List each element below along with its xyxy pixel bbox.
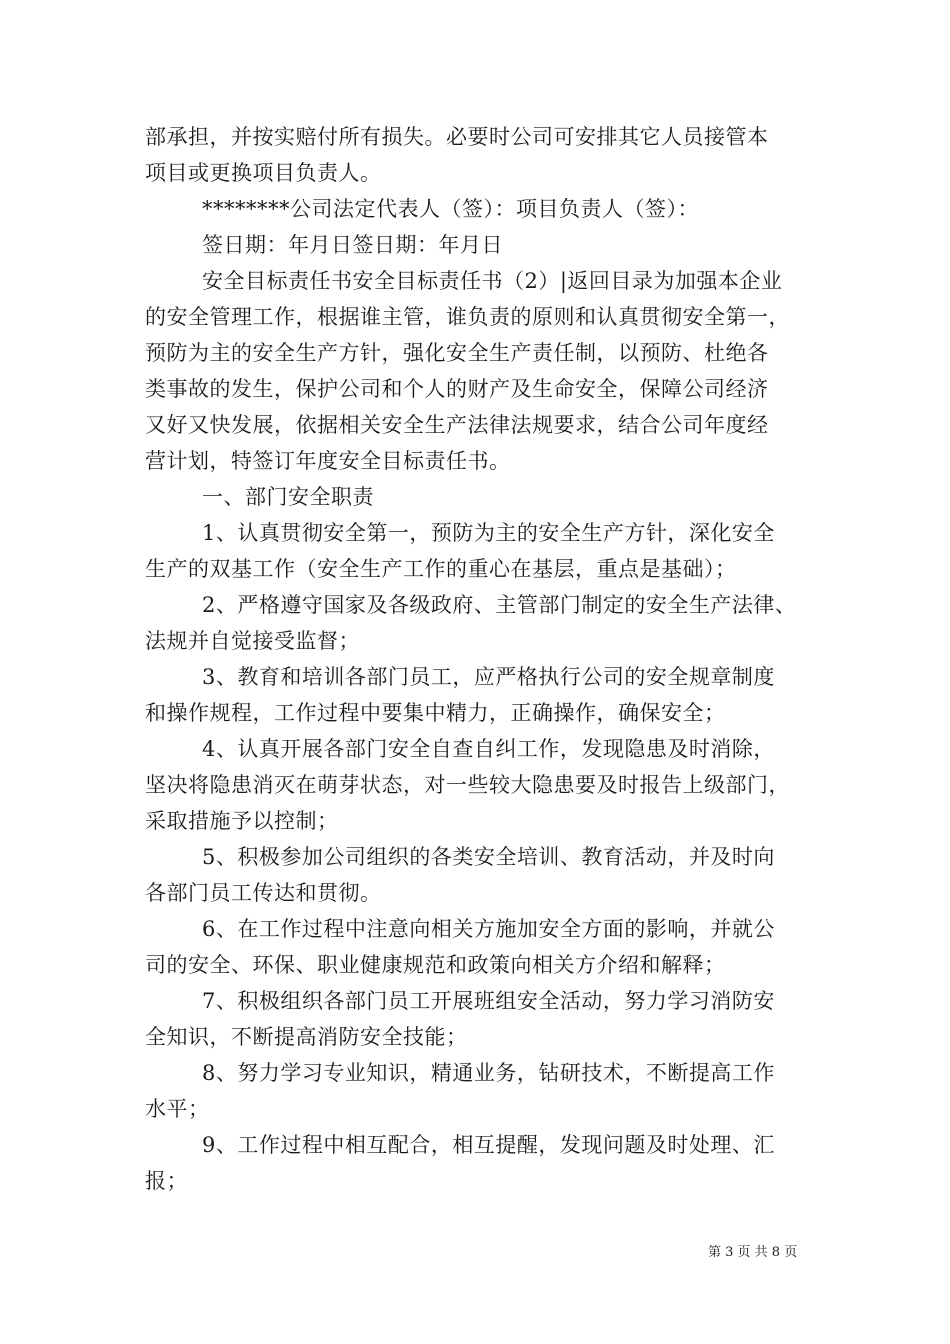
list-item: 3、教育和培训各部门员工，应严格执行公司的安全规章制度: [202, 665, 775, 689]
text-line: 预防为主的安全生产方针，强化安全生产责任制，以预防、杜绝各: [145, 341, 769, 365]
date-line: 签日期：年月日签日期：年月日: [202, 233, 503, 257]
text-line: 类事故的发生，保护公司和个人的财产及生命安全，保障公司经济: [145, 377, 769, 401]
list-item: 5、积极参加公司组织的各类安全培训、教育活动，并及时向: [202, 845, 775, 869]
text-line: 生产的双基工作（安全生产工作的重心在基层，重点是基础）；: [145, 557, 737, 581]
list-item: 8、努力学习专业知识，精通业务，钻研技术，不断提高工作: [202, 1061, 775, 1085]
text-line: 的安全管理工作，根据谁主管，谁负责的原则和认真贯彻安全第一，: [145, 305, 790, 329]
list-item: 7、积极组织各部门员工开展班组安全活动，努力学习消防安: [202, 989, 775, 1013]
list-item: 6、在工作过程中注意向相关方施加安全方面的影响，并就公: [202, 917, 775, 941]
document-body: [145, 119, 825, 1199]
text-line: 安全目标责任书安全目标责任书（2）|返回目录为加强本企业: [202, 269, 783, 293]
text-line: 报；: [145, 1169, 188, 1193]
text-line: 法规并自觉接受监督；: [145, 629, 360, 653]
text-line: 全知识，不断提高消防安全技能；: [145, 1025, 468, 1049]
text-line: 和操作规程，工作过程中要集中精力，正确操作，确保安全；: [145, 701, 726, 725]
text-line: 采取措施予以控制；: [145, 809, 339, 833]
text-line: 项目或更换项目负责人。: [145, 161, 382, 185]
text-line: 水平；: [145, 1097, 210, 1121]
list-item: 9、工作过程中相互配合，相互提醒，发现问题及时处理、汇: [202, 1133, 775, 1157]
signature-line: ********公司法定代表人（签）：项目负责人（签）：: [202, 197, 699, 221]
text-line: 坚决将隐患消灭在萌芽状态，对一些较大隐患要及时报告上级部门，: [145, 773, 790, 797]
text-line: 部承担，并按实赔付所有损失。必要时公司可安排其它人员接管本: [145, 125, 769, 149]
text-line: 司的安全、环保、职业健康规范和政策向相关方介绍和解释；: [145, 953, 726, 977]
list-item: 2、严格遵守国家及各级政府、主管部门制定的安全生产法律、: [202, 593, 797, 617]
page-number: 第 3 页 共 8 页: [708, 1245, 798, 1260]
text-line: 各部门员工传达和贯彻。: [145, 881, 382, 905]
section-heading: 一、部门安全职责: [202, 485, 374, 509]
text-line: 营计划，特签订年度安全目标责任书。: [145, 449, 511, 473]
list-item: 4、认真开展各部门安全自查自纠工作，发现隐患及时消除，: [202, 737, 775, 761]
text-line: 又好又快发展，依据相关安全生产法律法规要求，结合公司年度经: [145, 413, 769, 437]
list-item: 1、认真贯彻安全第一，预防为主的安全生产方针，深化安全: [202, 521, 775, 545]
